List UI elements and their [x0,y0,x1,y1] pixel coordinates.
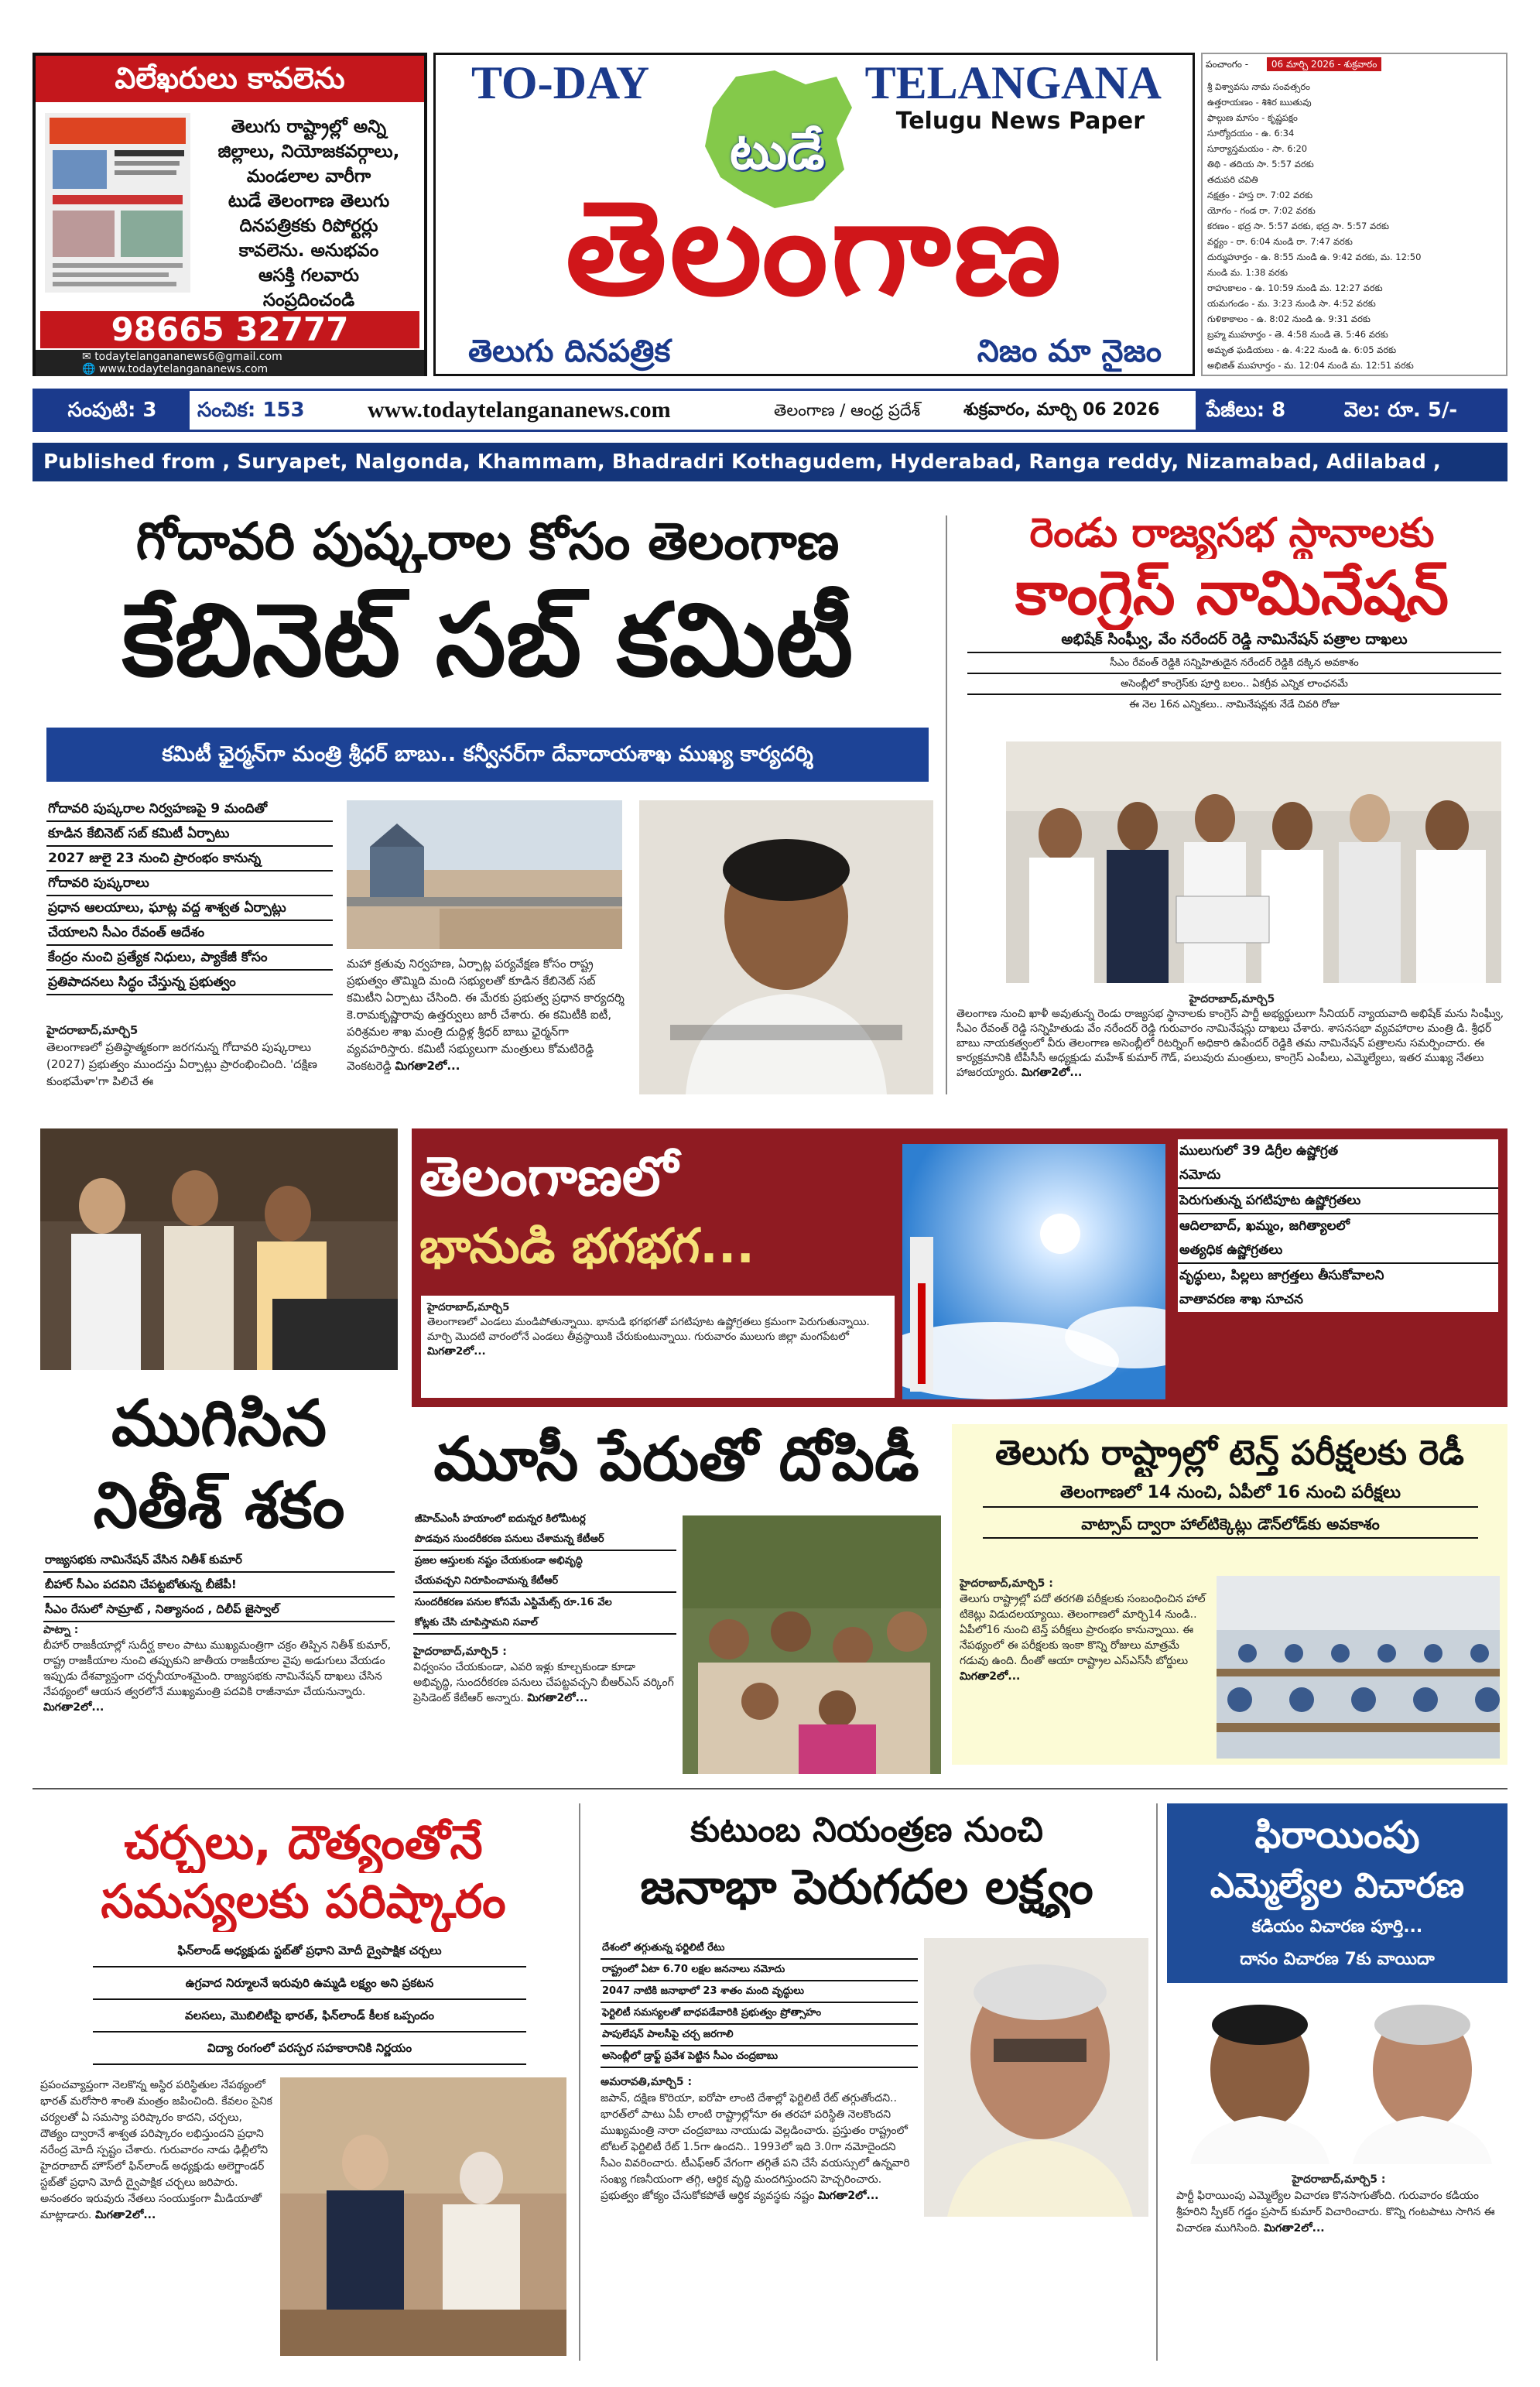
heat-line2: భానుడి భగభగ... [419,1217,755,1274]
janabha-bullets: దేశంలో తగ్గుతున్న ఫర్టిలిటీ రేటు రాష్ట్రంలో ఏటా 6.70 లక్షల జననాలు నమోదు 2047 నాటికి జనాభాలో 23 శాతం మంది వృద్ధులు ఫెర్టిలిటీ సమస్యలతో బాధపడేవారికి ప్రభుత్వం ప్రోత్సాహం పాపులేషన్ పాలసీపై చర్చ జరగాలి అసెంబ్లీలో డ్రాఫ్ట్ ప్రవేశ పెట్టిన సీఎం చంద్రబాబు [601,1938,918,2068]
tenth-headline: తెలుగు రాష్ట్రాల్లో టెన్త్ పరీక్షలకు రెడీ [995,1433,1464,1473]
modi-stubb-photo [280,2077,566,2356]
ad-title: విలేఖరులు కావలెను [36,56,424,102]
sun-sky-photo [902,1144,1165,1399]
exam-hall-photo [1217,1576,1500,1759]
musi-body: హైదరాబాద్,మార్చి5 : విధ్వంసం చేయకుండా, ఎవరి ఇళ్లు కూల్చకుండా కూడా అభివృద్ధి, సుందరీకరణ పనులు చేపట్టవచ్చని బీఆర్ఎస్ వర్కింగ్ ప్రెసిడెంట్ కేటీఆర్ అన్నారు. మిగతా2లో... [413,1646,674,1704]
heat-box [412,1128,1507,1407]
continued-link[interactable]: మిగతా2లో... [427,1345,486,1358]
panchangam-header: పంచాంగం - 06 మార్చి 2026 - శుక్రవారం [1203,54,1506,74]
firayimpu-body: హైదరాబాద్,మార్చి5 : పార్టీ ఫిరాయింపు ఎమ్మెల్యేల విచారణ కొనసాగుతోంది. గురువారం కడియం శ్రీహరిని స్పీకర్ గడ్డం ప్రసాద్ కుమార్ విచారించారు. కొన్ని గంటపాటు సాగిన ఈ విచారణ ముగిసింది. మిగతా2లో... [1176,2173,1495,2235]
column-rule-2 [579,1803,580,2361]
info-bar [33,389,1507,432]
continued-link[interactable]: మిగతా2లో... [43,1701,104,1714]
congress-headline: కాంగ్రెస్ నామినేషన్ [1015,559,1449,628]
volume: సంపుటి: 3 [35,391,190,430]
firayimpu-line2: ఎమ్మెల్యేల విచారణ [1210,1866,1465,1906]
firayimpu-sub1: కడియం విచారణ పూర్తి... [1251,1917,1423,1937]
globe-icon: 🌐 [82,363,99,375]
finland-line2: సమస్యలకు పరిష్కారం [101,1875,506,1929]
nitish-body: పాట్నా : బీహార్ రాజకీయాల్లో సుదీర్ఘ కాలం పాటు ముఖ్యమంత్రిగా చక్రం తిప్పిన నితీశ్ కుమార్, రాష్ట్ర రాజకీయాల నుంచి తప్పుకుని జాతీయ రాజకీయాల వైపు అడుగులు వేయడం ఇప్పుడు దేశవ్యాప్తంగా చర్చనీయాంశమైంది. రాజ్యసభకు నామినేషన్ దాఖలు చేసిన నేపథ్యంలో ఆయన త్వరలోనే ముఖ్యమంత్రి పదవికి రాజీనామా చేయనున్నారు. మిగతా2లో... [43,1624,392,1714]
congress-bullets: అభిషేక్ సింఘ్వీ, వేం నరేందర్ రెడ్డి నామినేషన్ పత్రాల దాఖలు సీఎం రేవంత్ రెడ్డికి సన్నిహితుడైన నరేందర్ రెడ్డికి దక్కిన అవకాశం అసెంబ్లీలో కాంగ్రెస్‌కు పూర్తి బలం.. ఏకగ్రీవ ఎన్నిక లాంఛనమే ఈ నెల 16న ఎన్నికలు.. నామినేషన్లకు నేడే చివరి రోజు [967,627,1501,714]
godavari-temple-photo [347,800,622,949]
lead-banner: కమిటీ ఛైర్మన్‌గా మంత్రి శ్రీధర్ బాబు.. కన్వీనర్‌గా దేవాదాయశాఖ ముఖ్య కార్యదర్శి [46,728,929,782]
column-rule [946,515,947,1094]
masthead-tude: టుడే [730,122,825,181]
lead-body: హైదరాబాద్,మార్చి5 తెలంగాణలో ప్రతిష్ఠాత్మకంగా జరగనున్న గోదావరి పుష్కరాలు (2027) ప్రభుత్వం ముందస్తు ఏర్పాట్లు ప్రారంభించింది. 'దక్షిణ కుంభమేళా'గా పిలిచే ఈ [46,1023,317,1088]
janabha-body: అమరావతి,మార్చి5 : జపాన్, దక్షిణ కొరియా, ఐరోపా లాంటి దేశాల్లో ఫెర్టిలిటీ రేట్ తగ్గుతోందని.. భారత్‌లో పాటు ఏపీ లాంటి రాష్ట్రాల్లోనూ ఈ తరహా పరిస్థితి నెలకొందని ముఖ్యమంత్రి నారా చంద్రబాబు నాయుడు వెల్లడించారు. ప్రస్తుతం రాష్ట్రంలో టోటల్ ఫెర్టిలిటీ రేట్ 1.5గా ఉందని.. 1993లో ఇది 3.0గా నమోదైందని సీఎం వివరించారు. టీఎఫ్ఆర్ వేగంగా తగ్గితే పని చేసే వయస్సులో ఉన్నవారి సంఖ్య గణనీయంగా తగ్గి, ఆర్థిక వృద్ధి మందగిస్తుందని హెచ్చరించారు. ప్రభుత్వం జోక్యం చేసుకోకపోతే ఆర్థిక వ్యవస్థకు నష్టం మిగతా2లో... [601,2076,910,2202]
chandrababu-photo [924,1938,1148,2217]
heat-line1: తెలంగాణలో [419,1145,678,1208]
continued-link[interactable]: మిగతా2లో... [1264,2222,1325,2235]
email-icon: ✉ [82,351,95,363]
masthead-left-tag: తెలుగు దినపత్రిక [468,334,671,369]
tenth-sub2: వాట్సాప్ ద్వారా హాల్‌టిక్కెట్లు డౌన్‌లోడ్‌కు అవకాశం [983,1511,1478,1539]
issue-date: శుక్రవారం, మార్చి 06 2026 [963,400,1160,420]
congress-kicker: రెండు రాజ్యసభ స్థానాలకు [1029,510,1435,557]
janabha-headline: జనాభా పెరుగదల లక్ష్యం [640,1858,1093,1915]
lead-bullets: గోదావరి పుష్కరాల నిర్వహణపై 9 మందితో కూడిన కేబినెట్ సబ్ కమిటీ ఏర్పాటు 2027 జులై 23 నుంచి ప్రారంభం కానున్న గోదావరి పుష్కరాలు ప్రధాన ఆలయాలు, ఘాట్ల వద్ద శాశ్వత ఏర్పాట్లు చేయాలని సీఎం రేవంత్ ఆదేశం కేంద్రం నుంచి ప్రత్యేక నిధులు, ప్యాకేజీ కోసం ప్రతిపాదనలు సిద్ధం చేస్తున్న ప్రభుత్వం [46,797,333,995]
musi-bullets: జీహెచ్ఎంసీ హయాంలో ఐదున్నర కిలోమీటర్ల పొడవున సుందరీకరణ పనులు చేశామన్న కేటీఆర్ ప్రజల ఆస్తులకు నష్టం చేయకుండా అభివృద్ధి చేయవచ్చని నిరూపించామన్న కేటీఆర్ సుందరీకరణ పనుల కోసమే ఎస్టిమేట్స్ రూ.16 వేల కోట్లకు చేసి చూపిస్తామని సవాల్ [413,1509,676,1635]
continued-link[interactable]: మిగతా2లో... [1021,1067,1083,1079]
congress-body: హైదరాబాద్,మార్చి5 తెలంగాణ నుంచి ఖాళీ అవుతున్న రెండు రాజ్యసభ స్థానాలకు కాంగ్రెస్ పార్టీ అభ్యర్థులుగా సీనియర్ న్యాయవాది అభిషేక్ మను సింఘ్వీ, సీఎం రేవంత్ రెడ్డి సన్నిహితుడు వేం నరేందర్ రెడ్డి గురువారం నామినేషన్లు దాఖలు చేశారు. శాసనసభా వ్యవహారాల మంత్రి డి. శ్రీధర్ బాబు నాయకత్వంలో వీరు తెలంగాణ అసెంబ్లీలో రిటర్నింగ్ అధికారి ఉపేందర్ రెడ్డికి తమ నామినేషన్ పత్రాలను సమర్పించారు. ఈ కార్యక్రమానికి టీపీసీసీ అధ్యక్షుడు మహేశ్ కుమార్ గౌడ్, పలువురు మంత్రులు, కాంగ్రెస్ ఎంపీలు, ఎమ్మెల్యేలు, ఇతర ముఖ్య నేతలు హాజరయ్యారు. మిగతా2లో... [957,993,1504,1079]
musi-headline: మూసీ పేరుతో దోపిడీ [433,1425,919,1495]
congress-nomination-photo [1006,741,1501,983]
reporters-wanted-ad [33,53,427,376]
masthead-today: TO-DAY [471,57,650,108]
lead-body-2: మహా క్రతువు నిర్వహణ, ఏర్పాట్ల పర్యవేక్షణ కోసం రాష్ట్ర ప్రభుత్వం తొమ్మిది మంది సభ్యులతో కూడిన కేబినెట్ సబ్ కమిటీని ఏర్పాటు చేసింది. ఈ మేరకు ప్రభుత్వ ప్రధాన కార్యదర్శి కె.రామకృష్ణారావు ఉత్తర్వులు జారీ చేశారు. ఈ కమిటీకి ఐటీ, పరిశ్రమల శాఖ మంత్రి దుద్దిళ్ల శ్రీధర్ బాబు ఛైర్మన్‌గా వ్యవహరిస్తారు. కమిటీ సభ్యులుగా మంత్రులు కోమటిరెడ్డి వెంకటరెడ్డి మిగతా2లో... [347,957,625,1073]
finland-line1: చర్చలు, దౌత్యంతోనే [124,1816,483,1870]
nitish-nomination-photo [40,1128,398,1370]
heat-body-box: హైదరాబాద్,మార్చి5 తెలంగాణలో ఎండలు మండిపోతున్నాయి. భానుడి భగభగతో పగటిపూట ఉష్ణోగ్రతలు క్రమంగా పెరుగుతున్నాయి. మార్చి మొదటి వారంలోనే ఎండలు తీవ్రస్థాయికి చేరుకుంటున్నాయి. గురువారం ములుగు జిల్లా మంగపేటలో మిగతా2లో... [421,1296,895,1398]
column-rule-3 [1156,1803,1158,2361]
ad-text: తెలుగు రాష్ట్రాల్లో అన్ని జిల్లాలు, నియోజకవర్గాలు, మండలాల వారీగా టుడే తెలంగాణ తెలుగు దినపత్రికకు రిపోర్టర్లు కావలెను. అనుభవం ఆసక్తి గలవారు సంప్రదించండి [217,117,400,310]
nitish-line2: నితీశ్ శకం [93,1469,345,1543]
firayimpu-line1: ఫిరాయింపు [1254,1813,1420,1857]
kadiyam-danam-photos [1167,1992,1507,2164]
masthead-logo [433,53,1195,376]
section-rule [33,1788,1507,1789]
masthead-telangana: TELANGANA [864,57,1162,108]
continued-link[interactable]: మిగతా2లో... [94,2209,156,2221]
published-from: Published from , Suryapet, Nalgonda, Khammam, Bhadradri Kothagudem, Hyderabad, Ranga reddy, Nizamabad, Adilabad , [33,443,1507,481]
janabha-kicker: కుటుంబ నియంత్రణ నుంచి [690,1810,1043,1850]
firayimpu-sub2: దానం విచారణ 7కు వాయిదా [1240,1950,1435,1969]
finland-body: ప్రపంచవ్యాప్తంగా నెలకొన్న అస్థిర పరిస్థితుల నేపథ్యంలో భారత్ మరోసారి శాంతి మంత్రం జపించింది. కేవలం సైనిక చర్యలతో ఏ సమస్యా పరిష్కారం కాదని, చర్చలు, దౌత్యం ద్వారానే శాశ్వత పరిష్కారం లభిస్తుందని ప్రధాని నరేంద్ర మోదీ స్పష్టం చేశారు. గురువారం నాడు ఢిల్లీలోని హైదరాబాద్ హౌస్‌లో ఫిన్‌లాండ్ అధ్యక్షుడు అలెగ్జాండర్ స్టబ్‌తో ప్రధాని మోదీ ద్వైపాక్షిక చర్చలు జరిపారు. అనంతరం ఇరువురు నేతలు సంయుక్తంగా మీడియాతో మాట్లాడారు. మిగతా2లో... [40,2079,272,2221]
firayimpu-box [1167,1803,1507,1983]
heat-bullets: ములుగులో 39 డిగ్రీల ఉష్ణోగ్రత నమోదు పెరుగుతున్న పగటిపూట ఉష్ణోగ్రతలు ఆదిలాబాద్, ఖమ్మం, జగిత్యాలలో అత్యధిక ఉష్ణోగ్రతలు వృద్ధులు, పిల్లలు జాగ్రత్తలు తీసుకోవాలని వాతావరణ శాఖ సూచన [1178,1139,1498,1312]
continued-link[interactable]: మిగతా2లో... [960,1670,1021,1683]
continued-link[interactable]: మిగతా2లో... [395,1059,460,1073]
finland-bullets: ఫిన్‌లాండ్ అధ్యక్షుడు స్టబ్‌తో ప్రధాని మోదీ ద్వైపాక్షిక చర్చలు ఉగ్రవాద నిర్మూలనే ఇరువురి ఉమ్మడి లక్ష్యం అని ప్రకటన వలసలు, మొబిలిటీపై భారత్, ఫిన్‌లాండ్ కీలక ఒప్పందం విద్యా రంగంలో పరస్పర సహకారానికి నిర్ణయం [93,1935,526,2065]
ad-contacts: ✉ todaytelangananews6@gmail.com 🌐 www.todaytelangananews.com [36,350,424,376]
masthead-subtitle: Telugu News Paper [895,108,1145,135]
tenth-sub1: తెలంగాణలో 14 నుంచి, ఏపీలో 16 నుంచి పరీక్షలు [983,1480,1478,1508]
nitish-line1: ముగిసిన [111,1387,327,1461]
continued-link[interactable]: మిగతా2లో... [818,2190,879,2202]
revanth-reddy-photo [639,800,933,1094]
continued-link[interactable]: మిగతా2లో... [527,1692,588,1704]
states: తెలంగాణ / ఆంధ్ర ప్రదేశ్ [774,401,921,420]
panchangam-box [1201,53,1507,376]
pages: పేజీలు: 8 [1196,391,1296,430]
newspaper-thumbnail [45,113,190,293]
lead-headline: కేబినెట్ సబ్ కమిటీ [121,582,854,698]
website: www.todaytelangananews.com [368,397,671,423]
tenth-box [952,1424,1507,1765]
issue: సంచిక: 153 [197,399,305,422]
ad-phone: 98665 32777 [40,311,419,348]
nitish-bullets: రాజ్యసభకు నామినేషన్ వేసిన నితీశ్ కుమార్ బీహార్ సీఎం పదవిని చేపట్టబోతున్న బీజేపీ! సీఎం రేసులో సామ్రాట్ , నిత్యానంద , దిలీప్ జైస్వాల్ [43,1548,395,1622]
ktr-crowd-photo [683,1515,941,1774]
price: వెల: రూ. 5/- [1296,391,1505,430]
tenth-body: హైదరాబాద్,మార్చి5 : తెలుగు రాష్ట్రాల్లో పదో తరగతి పరీక్షలకు సంబంధించిన హాల్ టికెట్లు విడుదలయ్యాయి. తెలంగాణలో మార్చి14 నుండి.. ఏపీలో16 నుంచి టెన్త్ పరీక్షలు ప్రారంభం కానున్నాయి. ఈ నేపథ్యంలో ఈ పరీక్షలకు ఇంకా కొన్ని రోజులు మాత్రమే గడువు ఉంది. దీంతో ఆయా రాష్ట్రాల ఎస్‌ఎస్‌సీ బోర్డులు మిగతా2లో... [960,1577,1206,1683]
masthead-right-tag: నిజం మా నైజం [977,334,1162,369]
masthead-logo-text: తెలంగాణ [565,173,1065,324]
panchangam-lines: శ్రీ విశ్వావసు నామ సంవత్సరం ఉత్తరాయణం - శిశిర ఋతువు ఫాల్గుణ మాసం - కృష్ణపక్షం సూర్యోదయం - ఉ. 6:34 సూర్యాస్తమయం - సా. 6:20 తిథి - తదియ సా. 5:57 వరకు తదుపరి చవితి నక్షత్రం - హస్త రా. 7:02 వరకు యోగం - గండ రా. 7:02 వరకు కరణం - భద్ర సా. 5:57 వరకు, భద్ర సా. 5:57 వరకు వర్జ్యం - రా. 6:04 నుండి రా. 7:47 వరకు దుర్ముహూర్తం - ఉ. 8:55 నుండి ఉ. 9:42 వరకు, మ. 12:50 నుండి మ. 1:38 వరకు రాహుకాలం - ఉ. 10:59 నుండి మ. 12:27 వరకు యమగండం - మ. 3:23 నుండి సా. 4:52 వరకు గుళికాకాలం - ఉ. 8:02 నుండి ఉ. 9:31 వరకు బ్రహ్మ ముహూర్తం - తె. 4:58 నుండి తె. 5:46 వరకు అమృత ఘడియలు - ఉ. 4:22 నుండి ఉ. 6:05 వరకు అభిజిత్ ముహూర్తం - మ. 12:04 నుండి మ. 12:51 వరకు [1207,81,1422,371]
lead-kicker: గోదావరి పుష్కరాల కోసం తెలంగాణ [135,512,840,571]
